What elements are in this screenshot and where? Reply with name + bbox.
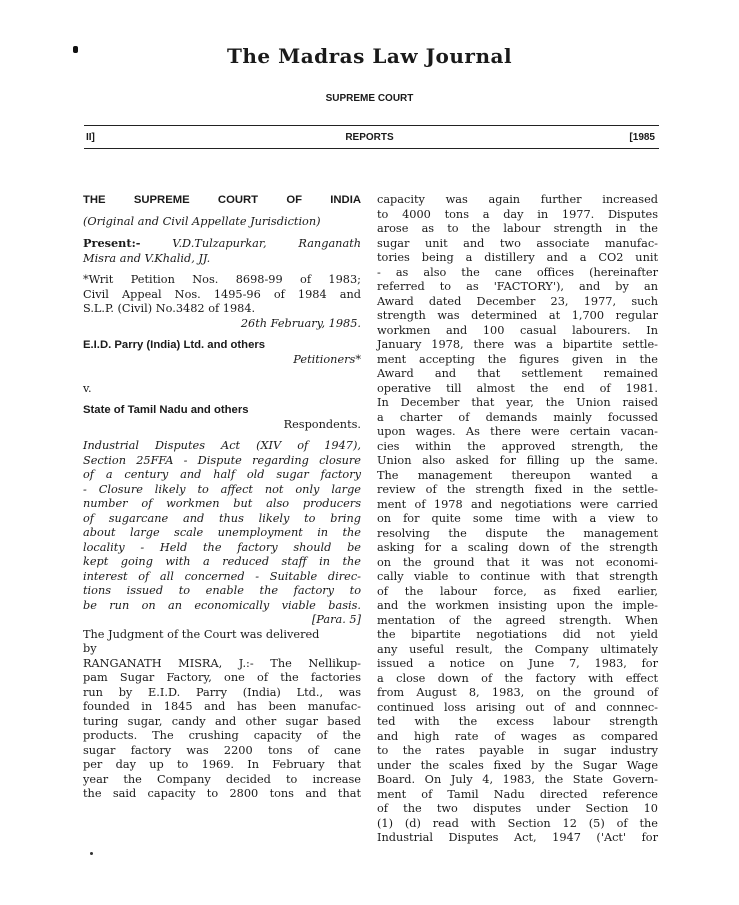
petitioner-party: E.I.D. Parry (India) Ltd. and others <box>83 339 266 351</box>
headnote-line: about large scale unemployment in the <box>83 526 361 539</box>
presents-line-1 <box>83 236 361 252</box>
body-line: upon wages. As there were certain vacan- <box>377 425 658 438</box>
header-rule-top <box>84 125 659 126</box>
body-line: any useful result, the Company ultimately <box>377 642 658 656</box>
body-line: the bipartite negotiations did not yield <box>377 628 658 641</box>
body-line: from August 8, 1983, on the ground of <box>377 686 658 699</box>
left-column <box>83 193 361 802</box>
body-line: arose as to the labour strength in the <box>377 222 658 235</box>
body-line: sugar unit and two associate manufac- <box>377 236 658 250</box>
running-header-center: REPORTS <box>345 132 394 143</box>
headnote-line: of sugarcane and thus likely to bring <box>83 511 361 525</box>
body-line: January 1978, there was a bipartite settle- <box>377 338 658 351</box>
judgment-intro: by <box>83 642 97 655</box>
body-line: strength was determined at 1,700 regular <box>377 309 658 322</box>
para-reference: [Para. 5] <box>311 613 361 626</box>
petitioner-role: Petitioners* <box>293 352 361 366</box>
petition-line: S.L.P. (Civil) No.3482 of 1984. <box>83 302 256 315</box>
headnote-line: kept going with a reduced staff in the <box>83 555 361 568</box>
body-line: on for quite some time with a view to <box>377 512 658 525</box>
body-line: resolving the dispute the management <box>377 526 658 540</box>
running-header-left: II] <box>86 132 95 143</box>
judgment-line: per day up to 1969. In February that <box>83 758 361 771</box>
body-line: The management thereupon wanted a <box>377 468 658 482</box>
body-line: Union also asked for filling up the same. <box>377 454 658 467</box>
headnote-line: number of workmen but also producers <box>83 497 361 510</box>
presents-judges-1: V.D.Tulzapurkar, Ranganath <box>172 237 362 250</box>
headnote-line: tions issued to enable the factory to <box>83 584 361 597</box>
body-line: a charter of demands mainly focussed <box>377 410 658 424</box>
running-header-right: [1985 <box>629 132 655 143</box>
petition-line: Civil Appeal Nos. 1495-96 of 1984 and <box>83 287 361 301</box>
body-line: Award dated December 23, 1977, such <box>377 294 658 308</box>
judgment-line: sugar factory was 2200 tons of cane <box>83 743 361 757</box>
court-title: SUPREME COURT <box>325 93 414 104</box>
petition-line: *Writ Petition Nos. 8698-99 of 1983; <box>83 273 361 286</box>
body-line: ment of 1978 and negotiations were carried <box>377 497 658 511</box>
body-line: Board. On July 4, 1983, the State Govern- <box>377 773 658 786</box>
body-line: asking for a scaling down of the strength <box>377 541 658 554</box>
jurisdiction: (Original and Civil Appellate Jurisdiction) <box>83 214 321 228</box>
body-line: on the ground that it was not economi- <box>377 555 658 569</box>
respondent-party: State of Tamil Nadu and others <box>83 404 249 416</box>
body-line: to 4000 tons a day in 1977. Disputes <box>377 207 658 221</box>
judgment-line: products. The crushing capacity of the <box>83 729 361 742</box>
header-rule-bottom <box>84 148 659 149</box>
journal-title: The Madras Law Journal <box>226 44 513 68</box>
body-line: and high rate of wages as compared <box>377 729 658 743</box>
body-line: a close down of the factory with effect <box>377 671 658 685</box>
judgment-line: the said capacity to 2800 tons and that <box>83 787 361 800</box>
body-line: Award and that settlement remained <box>377 367 658 380</box>
right-column <box>377 193 658 846</box>
headnote-line: interest of all concerned - Suitable direc- <box>83 569 361 583</box>
headnote-line: Section 25FFA - Dispute regarding closure <box>83 453 361 467</box>
decision-date: 26th February, 1985. <box>240 316 361 330</box>
body-line: In December that year, the Union raised <box>377 396 658 409</box>
body-line: ment of Tamil Nadu directed reference <box>377 787 658 801</box>
body-line: cally viable to continue with that strength <box>377 570 658 583</box>
judgment-intro: The Judgment of the Court was delivered <box>83 627 320 641</box>
body-line: workmen and 100 casual labourers. In <box>377 323 658 337</box>
body-line: referred to as 'FACTORY'), and by an <box>377 280 658 293</box>
body-line: mentation of the agreed strength. When <box>377 613 658 627</box>
body-line: to the rates payable in sugar industry <box>377 744 658 757</box>
headnote-line: Industrial Disputes Act (XIV of 1947), <box>83 439 361 452</box>
presents-label: Present:- <box>83 236 141 250</box>
body-line: cies within the approved strength, the <box>377 439 658 453</box>
presents-line-2: Misra and V.Khalid, JJ. <box>83 251 211 265</box>
footer-dot-mark <box>90 852 93 855</box>
headnote-line: of a century and half old sugar factory <box>83 468 361 481</box>
body-line: operative till almost the end of 1981. <box>377 381 658 395</box>
headnote-line: locality - Held the factory should be <box>83 540 361 554</box>
body-line: issued a notice on June 7, 1983, for <box>377 657 658 670</box>
body-line: and the workmen insisting upon the imple- <box>377 599 658 612</box>
body-line: capacity was again further increased <box>377 193 658 206</box>
headnote-line: be run on an economically viable basis. <box>83 598 361 612</box>
versus: v. <box>83 381 92 395</box>
judgment-line: pam Sugar Factory, one of the factories <box>83 671 361 684</box>
body-line: tories being a distillery and a CO2 unit <box>377 251 658 264</box>
body-line: - as also the cane offices (hereinafter <box>377 265 658 279</box>
body-line: continued loss arising out of and connnec- <box>377 700 658 714</box>
body-line: (1) (d) read with Section 12 (5) of the <box>377 816 658 830</box>
headnote-line: - Closure likely to affect not only large <box>83 482 361 496</box>
body-line: review of the strength fixed in the settle- <box>377 483 658 496</box>
body-line: Industrial Disputes Act, 1947 ('Act' for <box>377 831 658 844</box>
body-line: of the two disputes under Section 10 <box>377 802 658 815</box>
judgment-line: RANGANATH MISRA, J.:- The Nellikup- <box>83 656 361 670</box>
respondent-role: Respondents. <box>283 417 361 431</box>
judgment-line: year the Company decided to increase <box>83 772 361 786</box>
case-court: THE SUPREME COURT OF INDIA <box>83 194 361 206</box>
body-line: under the scales fixed by the Sugar Wage <box>377 758 658 772</box>
body-line: ment accepting the figures given in the <box>377 352 658 366</box>
body-line: of the labour force, as fixed earlier, <box>377 584 658 598</box>
judgment-line: run by E.I.D. Parry (India) Ltd., was <box>83 685 361 699</box>
judgment-line: founded in 1845 and has been manufac- <box>83 700 361 713</box>
judgment-line: turing sugar, candy and other sugar based <box>83 714 361 728</box>
body-line: ted with the excess labour strength <box>377 715 658 728</box>
